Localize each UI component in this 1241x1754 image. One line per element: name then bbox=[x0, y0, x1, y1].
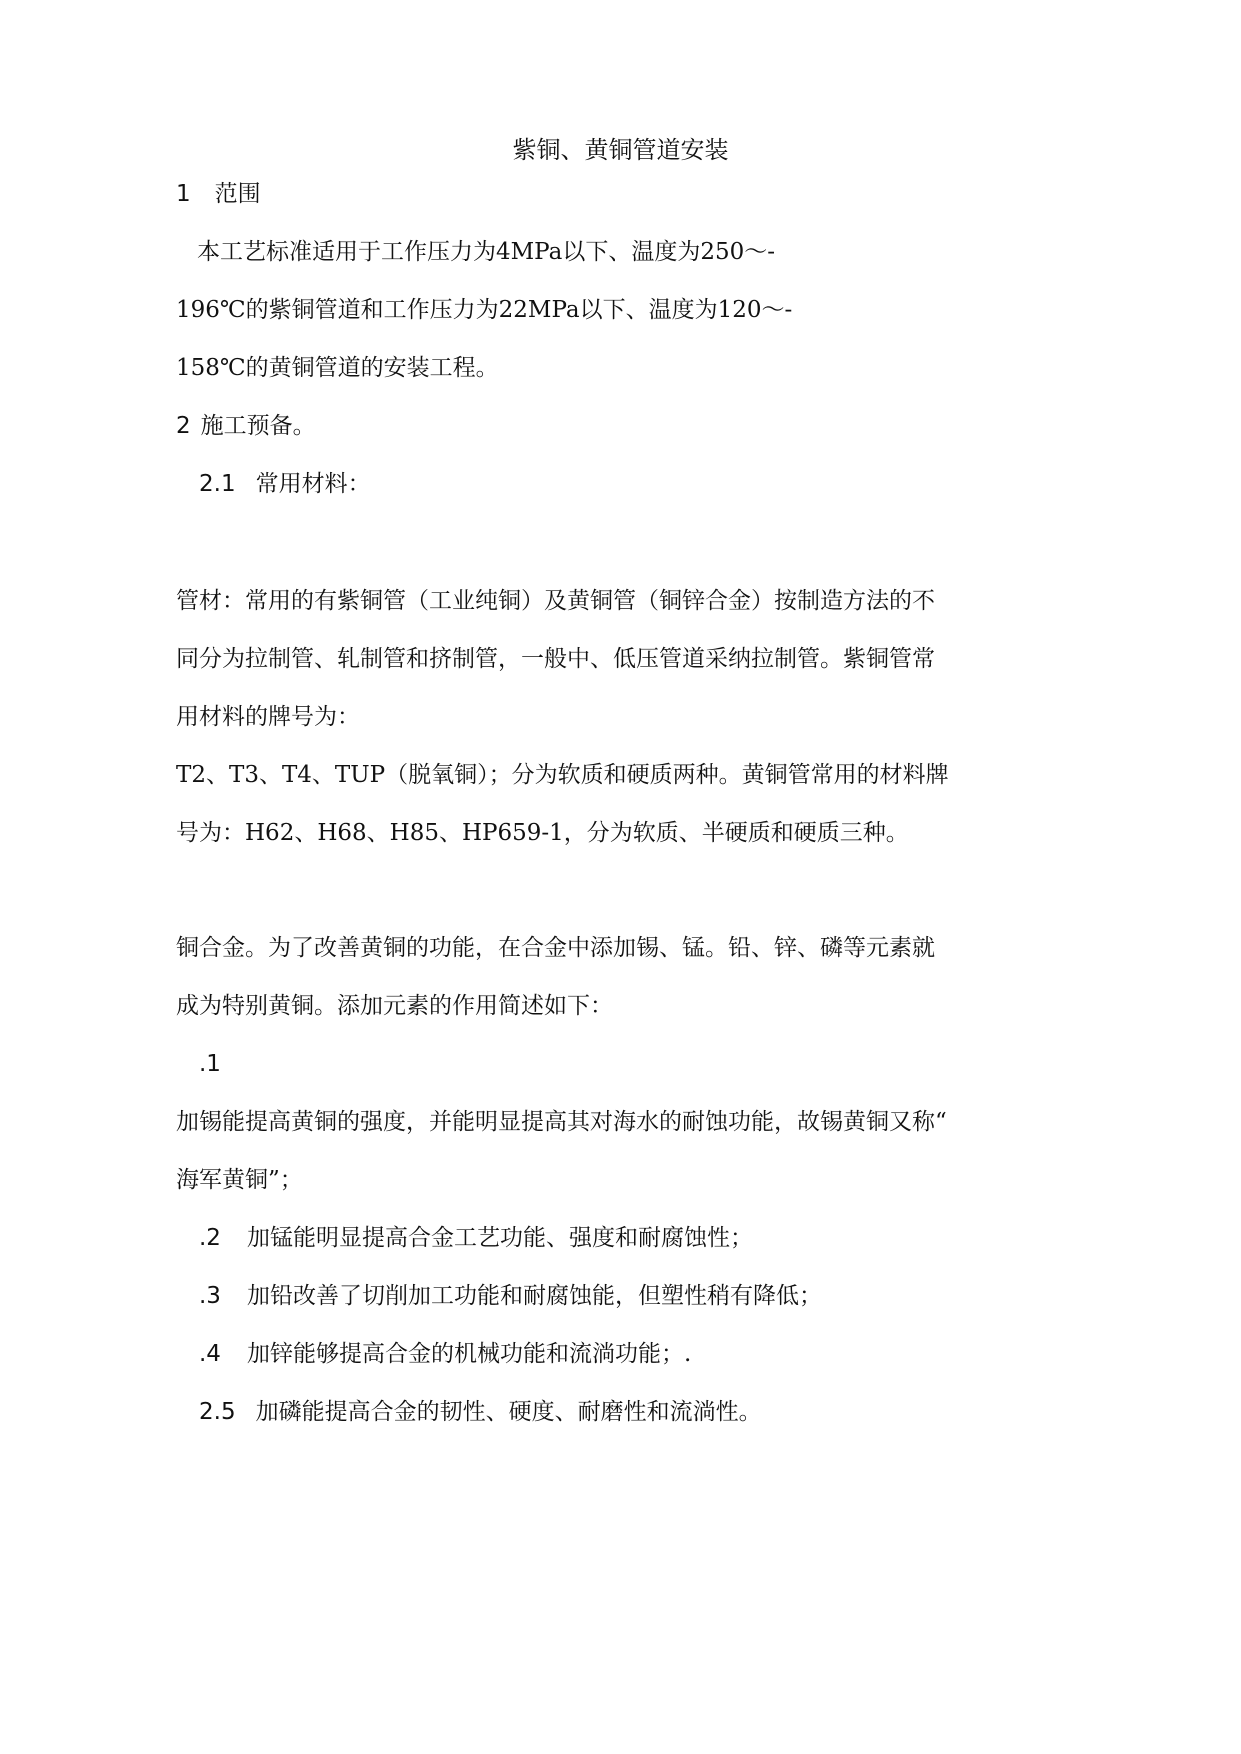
item-2-text: 加锰能明显提高合金工艺功能、强度和耐腐蚀性； bbox=[246, 1225, 753, 1251]
item-2 bbox=[199, 1224, 753, 1252]
section-1-number: 1 bbox=[176, 181, 191, 207]
item-1-line-1: 加锡能提高黄铜的强度，并能明显提高其对海水的耐蚀功能，故锡黄铜又称“ bbox=[176, 1109, 947, 1135]
item-3-number: .3 bbox=[199, 1283, 221, 1309]
item-2-number: .2 bbox=[199, 1225, 221, 1251]
alloy-line-1: 铜合金。为了改善黄铜的功能，在合金中添加锡、锰。铅、锌、磷等元素就 bbox=[176, 935, 935, 961]
section-2-number: 2 bbox=[176, 413, 191, 439]
item-4-text: 加锌能够提高合金的机械功能和流淌功能；. bbox=[246, 1341, 692, 1367]
document-title: 紫铜、黄铜管道安装 bbox=[512, 136, 729, 164]
item-3-text: 加铅改善了切削加工功能和耐腐蚀能，但塑性稍有降低； bbox=[246, 1283, 822, 1309]
section-2-heading bbox=[176, 412, 316, 440]
subsection-2-1-heading bbox=[199, 470, 371, 498]
section-1-heading bbox=[176, 180, 261, 208]
item-5-text: 加磷能提高合金的韧性、硬度、耐磨性和流淌性。 bbox=[255, 1399, 762, 1425]
pipe-line-4: T2、T3、T4、TUP（脱氧铜）；分为软质和硬质两种。黄铜管常用的材料牌 bbox=[176, 762, 949, 788]
scope-line-2: 196℃的紫铜管道和工作压力为22MPa以下、温度为120～- bbox=[176, 297, 793, 323]
subsection-2-1-number: 2.1 bbox=[199, 471, 236, 497]
subsection-2-1-title: 常用材料： bbox=[255, 471, 371, 497]
item-5 bbox=[199, 1398, 762, 1426]
item-4 bbox=[199, 1340, 691, 1368]
scope-line-1: 本工艺标准适用于工作压力为4MPa以下、温度为250～- bbox=[197, 239, 776, 265]
alloy-line-2: 成为特别黄铜。添加元素的作用简述如下： bbox=[176, 993, 613, 1019]
pipe-line-2: 同分为拉制管、轧制管和挤制管，一般中、低压管道采纳拉制管。紫铜管常 bbox=[176, 646, 935, 672]
item-4-number: .4 bbox=[199, 1341, 221, 1367]
pipe-line-3: 用材料的牌号为： bbox=[176, 704, 360, 730]
scope-line-3: 158℃的黄铜管道的安装工程。 bbox=[176, 355, 499, 381]
pipe-line-5: 号为：H62、H68、H85、HP659-1，分为软质、半硬质和硬质三种。 bbox=[176, 820, 909, 846]
section-1-title: 范围 bbox=[214, 181, 261, 207]
item-1-number: .1 bbox=[199, 1051, 221, 1077]
item-1-line-2: 海军黄铜”； bbox=[176, 1167, 303, 1193]
pipe-line-1: 管材：常用的有紫铜管（工业纯铜）及黄铜管（铜锌合金）按制造方法的不 bbox=[176, 588, 935, 614]
item-3 bbox=[199, 1282, 822, 1310]
item-5-number: 2.5 bbox=[199, 1399, 236, 1425]
section-2-title: 施工预备。 bbox=[200, 413, 316, 439]
